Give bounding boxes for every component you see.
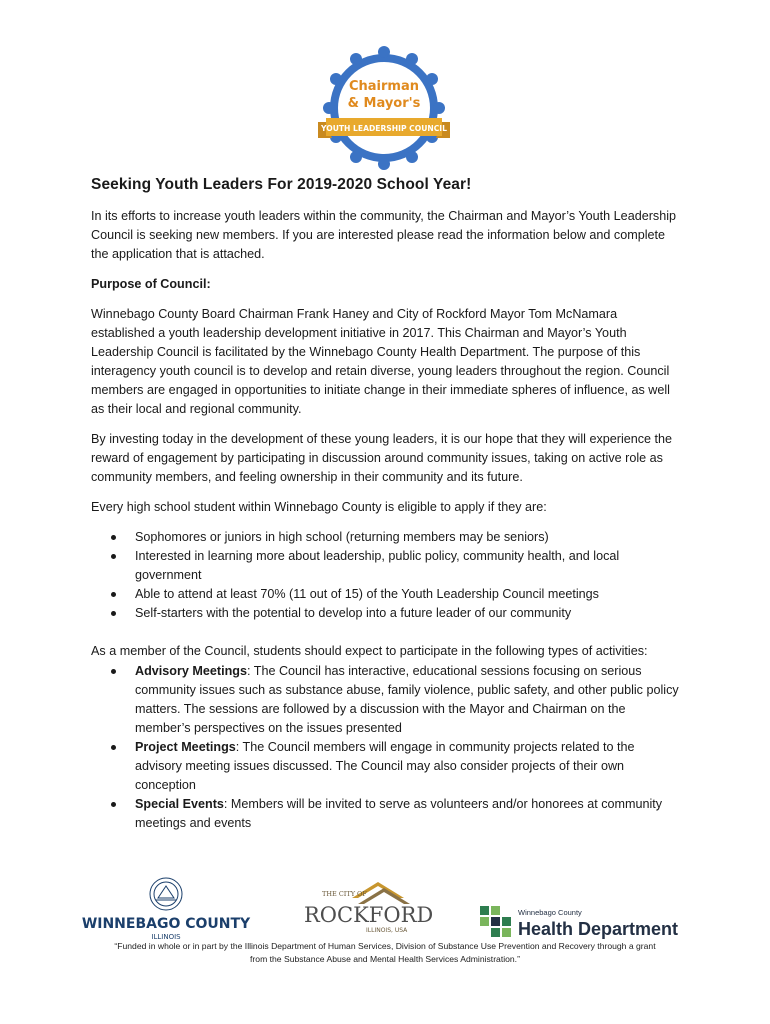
- health-name: Health Department: [518, 919, 679, 939]
- activities-list: [91, 662, 681, 833]
- health-grid-icon: [480, 906, 511, 937]
- funding-footnote: [70, 940, 700, 966]
- list-item: [135, 795, 681, 833]
- rockford-state: ILLINOIS, USA: [366, 927, 408, 934]
- health-department-logo: [478, 904, 678, 940]
- list-item: Able to attend at least 70% (11 out of 15) of the Youth Leadership Council meetings: [135, 585, 681, 604]
- health-small: Winnebago County: [518, 908, 582, 917]
- list-item: Sophomores or juniors in high school (returning members may be seniors): [135, 528, 681, 547]
- county-seal-icon: [150, 878, 182, 910]
- youth-council-badge-logo: [314, 48, 454, 168]
- eligibility-intro: Every high school student within Winnebago County is eligible to apply if they are:: [91, 500, 547, 514]
- activity-title: Advisory Meetings: [135, 664, 247, 678]
- rockford-small: THE CITY OF: [322, 890, 367, 898]
- purpose-label: Purpose of Council:: [91, 277, 211, 291]
- rockford-name: ROCKFORD: [304, 903, 434, 927]
- activity-title: Special Events: [135, 797, 224, 811]
- purpose-paragraph-1: Winnebago County Board Chairman Frank Haney and City of Rockford Mayor Tom McNamara established a youth leadership development initiative in 2017. This Chairman and Mayor’s Youth Leadership Council is facilitated by the Winnebago County Health Department. The purpose of this interagency youth council is to develop and retain diverse, young leaders throughout the region. Council members are engaged in opportunities to initiate change in their immediate spheres of influence, as well as their local and regional community.: [91, 307, 670, 416]
- activity-text: : The Council members will engage in community projects related to the advisory meeting issues discussed. The Council may also consider projects of their own conception: [135, 740, 635, 792]
- badge-line-3: YOUTH LEADERSHIP COUNCIL: [321, 124, 447, 133]
- rockford-logo: [300, 880, 434, 938]
- list-item: [135, 738, 681, 795]
- list-item: Self-starters with the potential to develop into a future leader of our community: [135, 604, 681, 623]
- page-title: Seeking Youth Leaders For 2019-2020 School Year!: [91, 176, 472, 193]
- list-item: Interested in learning more about leadership, public policy, community health, and local government: [135, 547, 681, 585]
- badge-line-1: Chairman: [348, 79, 420, 94]
- eligibility-list: [91, 528, 681, 623]
- activity-text: : Members will be invited to serve as volunteers and/or honorees at community meetings and events: [135, 797, 663, 830]
- activity-title: Project Meetings: [135, 740, 236, 754]
- winnebago-name: WINNEBAGO COUNTY: [81, 916, 251, 932]
- list-item: [135, 662, 681, 738]
- badge-line-2: & Mayor's: [347, 96, 421, 111]
- main-content: [91, 176, 681, 841]
- activities-intro: As a member of the Council, students should expect to participate in the following types of activities:: [91, 644, 648, 658]
- activity-text: : The Council has interactive, educational sessions focusing on serious community issues such as substance abuse, family violence, public safety, and other public policy matters. The sessions are followed by a discussion with the Mayor and Chairman on the member’s perspectives on the issues presented: [135, 664, 679, 735]
- footnote-line-1: “Funded in whole or in part by the Illinois Department of Human Services, Division of Substance Use Prevention and Recovery through a grant: [114, 941, 656, 951]
- intro-paragraph: In its efforts to increase youth leaders within the community, the Chairman and Mayor’s Youth Leadership Council is seeking new members. If you are interested please read the information below and complete the application that is attached.: [91, 209, 676, 261]
- winnebago-county-logo: [81, 876, 251, 942]
- winnebago-state: ILLINOIS: [151, 933, 181, 941]
- footnote-line-2: from the Substance Abuse and Mental Health Services Administration.”: [250, 954, 520, 964]
- purpose-paragraph-2: By investing today in the development of these young leaders, it is our hope that they will experience the reward of engagement by participating in discussion around community issues, taking on active role as community members, and feeling ownership in their community and its future.: [91, 432, 673, 484]
